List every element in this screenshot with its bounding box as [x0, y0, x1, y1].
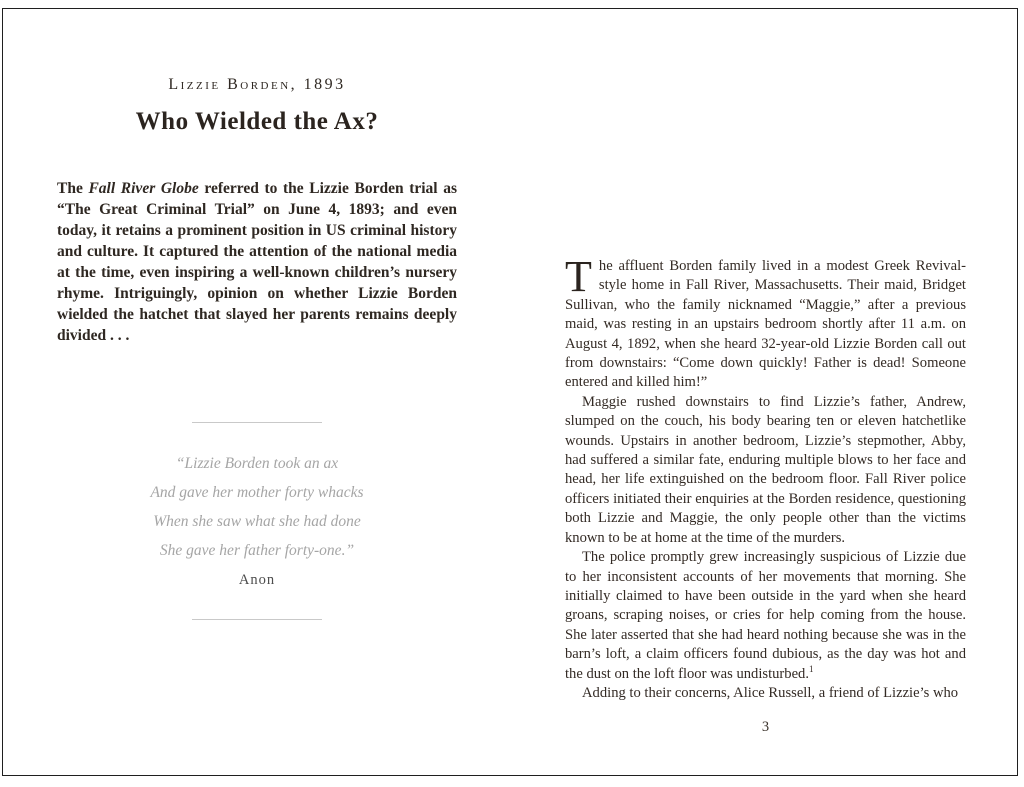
drop-cap: T	[565, 252, 592, 301]
rhyme-line: She gave her father forty-one.”	[159, 542, 355, 559]
intro-paragraph	[57, 178, 457, 346]
intro-rest: referred to the Lizzie Borden trial as “The Great Criminal Trial” on June 4, 1893; and even today, it retains a prominent position in US criminal history and culture. It captured the attention of the national media at the time, even inspiring a well-known children’s nursery rhyme. Intriguingly, opinion on whether Lizzie Borden wielded the hatchet that slayed her parents remains deeply divided . . .	[57, 180, 458, 344]
nursery-rhyme	[57, 449, 457, 565]
paragraph-text: he affluent Borden family lived in a modest Greek Revival-style home in Fall River, Massachusetts. Their maid, Bridget Sullivan, who the family nicknamed “Maggie,” after a previous maid, was resting in an upstairs bedroom shortly after 11 a.m. on August 4, 1892, when she heard 32-year-old Lizzie Borden call out from downstairs: “Come down quickly! Father is dead! Someone entered and killed him!”	[565, 258, 966, 391]
rhyme-line: “Lizzie Borden took an ax	[175, 455, 339, 472]
paragraph-text: The police promptly grew increasingly suspicious of Lizzie due to her inconsistent accounts of her movements that morning. She initially claimed to have been outside in the yard when she heard groans, scraping noises, or cries for help coming from the house. She later asserted that she had heard nothing because she was in the barn’s loft, a claim officers found dubious, as the day was hot and the dust on the loft floor was undisturbed.	[565, 549, 966, 682]
body-paragraph-1	[565, 252, 966, 393]
right-page	[565, 252, 966, 703]
page-number: 3	[761, 719, 770, 735]
nursery-rhyme-block	[57, 422, 457, 620]
body-paragraph-2: Maggie rushed downstairs to find Lizzie’s father, Andrew, slumped on the couch, his body bearing ten or eleven hatchetlike wounds. Upstairs in another bedroom, Lizzie’s stepmother, Abby, had suffered a similar fate, enduring multiple blows to her face and head, her life extinguished on the bedroom floor. Fall River police officers initiated their enquiries at the Borden residence, questioning both Lizzie and Maggie, the only people other than the victims known to be at home at the time of the murders.	[565, 393, 966, 546]
quote-divider-top	[192, 422, 322, 423]
body-paragraph-4: Adding to their concerns, Alice Russell, a friend of Lizzie’s who	[582, 684, 959, 701]
intro-lead: The	[57, 180, 89, 197]
quote-attribution: Anon	[238, 572, 276, 588]
rhyme-line: When she saw what she had done	[153, 513, 361, 530]
chapter-eyebrow: Lizzie Borden, 1893	[168, 76, 346, 93]
footnote-marker: 1	[809, 663, 814, 674]
chapter-title: Who Wielded the Ax?	[135, 108, 379, 135]
intro-publication-name: Fall River Globe	[88, 180, 199, 197]
left-page	[57, 76, 457, 346]
quote-divider-bottom	[192, 619, 322, 620]
body-paragraph-3	[565, 548, 966, 684]
rhyme-line: And gave her mother forty whacks	[150, 484, 364, 501]
